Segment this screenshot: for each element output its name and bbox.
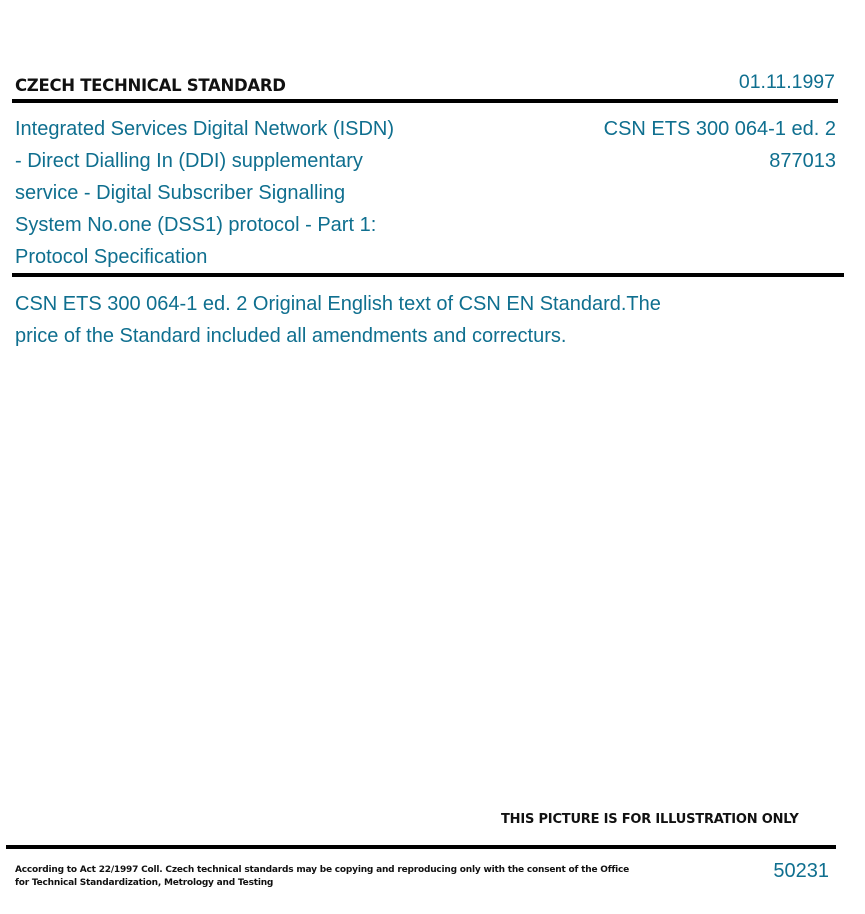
document-code: 50231 <box>773 860 829 882</box>
standard-description <box>15 288 755 352</box>
header-title: CZECH TECHNICAL STANDARD <box>15 76 286 95</box>
standard-title-line: service - Digital Subscriber Signalling <box>15 182 346 204</box>
legal-notice-line: for Technical Standardization, Metrology and Testing <box>15 878 274 888</box>
legal-notice <box>15 864 629 890</box>
standard-title-line: - Direct Dialling In (DDI) supplementary <box>15 150 363 172</box>
standard-identification <box>604 113 836 177</box>
standard-title-line: Protocol Specification <box>15 246 208 268</box>
catalog-number: 877013 <box>769 150 836 172</box>
standard-title-line: Integrated Services Digital Network (ISDN) <box>15 118 395 140</box>
header-divider <box>12 99 838 103</box>
standard-designation: CSN ETS 300 064-1 ed. 2 <box>603 118 836 140</box>
illustration-disclaimer: THIS PICTURE IS FOR ILLUSTRATION ONLY <box>501 812 799 827</box>
standard-title <box>15 113 445 273</box>
title-divider <box>12 273 844 277</box>
legal-notice-line: According to Act 22/1997 Coll. Czech technical standards may be copying and reproducing only with the consent of the Office <box>15 865 630 875</box>
header-date: 01.11.1997 <box>738 71 835 93</box>
standard-title-line: System No.one (DSS1) protocol - Part 1: <box>15 214 377 236</box>
description-line: CSN ETS 300 064-1 ed. 2 Original English text of CSN EN Standard.The <box>15 293 661 315</box>
footer-divider <box>6 845 836 849</box>
description-line: price of the Standard included all amendments and correcturs. <box>15 325 567 347</box>
